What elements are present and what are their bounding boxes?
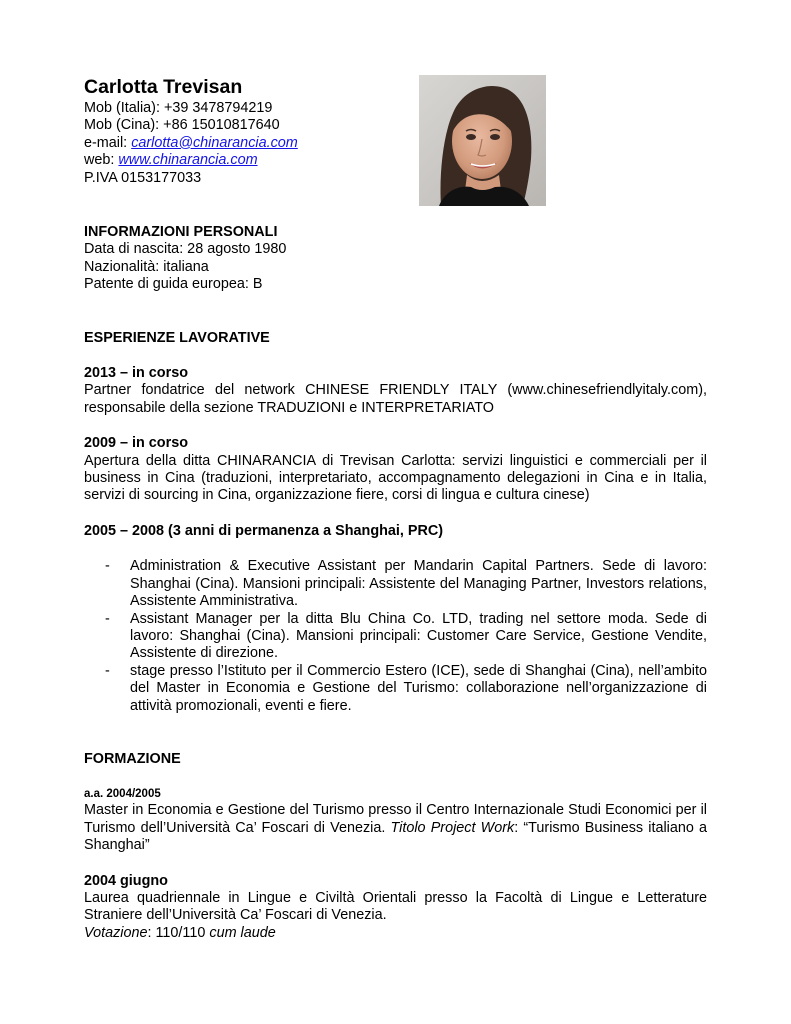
degree-grade xyxy=(84,925,707,942)
shanghai-roles-list xyxy=(84,558,707,715)
phone-china: Mob (Cina): +86 15010817640 xyxy=(84,117,280,134)
driving-license: Patente di guida europea: B xyxy=(84,276,263,293)
grade-honor: cum laude xyxy=(209,924,276,941)
list-item xyxy=(84,558,707,610)
email-link[interactable]: carlotta@chinarancia.com xyxy=(131,134,298,151)
email-line xyxy=(84,135,707,152)
candidate-name: Carlotta Trevisan xyxy=(84,76,243,98)
web-label: web: xyxy=(84,152,119,169)
project-work-title: : “Turismo Business italiano a Shanghai” xyxy=(84,819,708,854)
email-label: e-mail: xyxy=(84,134,132,151)
job-description: Partner fondatrice del network CHINESE FRIENDLY ITALY (www.chinesefriendlyitaly.com), responsabile della sezione TRADUZIONI e INTERPRETARIATO xyxy=(84,382,707,416)
degree-period: 2004 giugno xyxy=(84,872,168,889)
cv-page xyxy=(84,72,707,942)
bullet-marker: - xyxy=(105,662,110,679)
list-item-text: Assistant Manager per la ditta Blu China Co. LTD, trading nel settore moda. Sede di lavoro: Shanghai (Cina). Mansioni principali: Customer Care Service, Gestione Vendite, Assistente di direzione. xyxy=(130,610,707,662)
job-period: 2013 – in corso xyxy=(84,365,188,382)
project-work-label: Titolo Project Work xyxy=(390,819,515,836)
job-description: Apertura della ditta CHINARANCIA di Trevisan Carlotta: servizi linguistici e commerciali per il business in Cina (traduzioni, interpretariato, accompagnamento delegazioni in Cina e in Italia, servizi di sourcing in Cina, organizzazione fiere, corsi di lingua e cultura cinese) xyxy=(84,452,707,504)
education-title: FORMAZIONE xyxy=(84,750,181,767)
web-line xyxy=(84,152,707,169)
nationality: Nazionalità: italiana xyxy=(84,258,209,275)
job-period: 2009 – in corso xyxy=(84,435,188,452)
shanghai-period: 2005 – 2008 (3 anni di permanenza a Shanghai, PRC) xyxy=(84,522,444,539)
bullet-marker: - xyxy=(105,610,110,627)
list-item xyxy=(84,663,707,715)
master-description xyxy=(84,802,707,854)
list-item xyxy=(84,611,707,663)
vat-number: P.IVA 0153177033 xyxy=(84,169,202,186)
birth-date: Data di nascita: 28 agosto 1980 xyxy=(84,241,287,258)
profile-photo xyxy=(419,75,546,206)
cv-header xyxy=(84,74,707,224)
phone-italy: Mob (Italia): +39 3478794219 xyxy=(84,100,273,116)
grade-label: Votazione xyxy=(84,924,148,941)
personal-info-title: INFORMAZIONI PERSONALI xyxy=(84,224,278,240)
experience-title: ESPERIENZE LAVORATIVE xyxy=(84,329,270,346)
master-text: Master in Economia e Gestione del Turismo presso il Centro Internazionale Studi Economici per il Turismo dell’Università Ca’ Foscari di Venezia. xyxy=(84,802,707,836)
list-item-text: Administration & Executive Assistant per Mandarin Capital Partners. Sede di lavoro: Shanghai (Cina). Mansioni principali: Assistente del Managing Partner, Investors relations, Assistente Amministrativa. xyxy=(130,558,707,610)
master-period: a.a. 2004/2005 xyxy=(84,788,161,801)
bullet-marker: - xyxy=(105,558,110,575)
degree-description: Laurea quadriennale in Lingue e Civiltà Orientali presso la Facoltà di Lingue e Letterature Straniere dell’Università Ca’ Foscari di Venezia. xyxy=(84,889,707,924)
grade-value: : 110/110 xyxy=(147,924,210,941)
list-item-text: stage presso l’Istituto per il Commercio Estero (ICE), sede di Shanghai (Cina), nell’ambito del Master in Economia e Gestione del Turismo: collaborazione nell’organizzazione di attività promozionali, eventi e fiere. xyxy=(130,662,707,714)
web-link[interactable]: www.chinarancia.com xyxy=(118,152,258,169)
